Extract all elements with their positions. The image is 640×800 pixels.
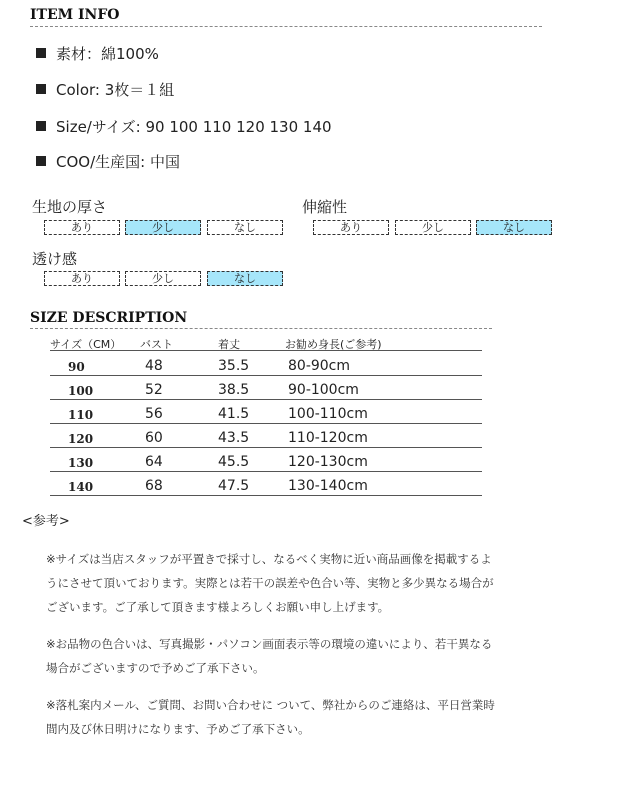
row-divider bbox=[50, 495, 482, 496]
length-cell: 47.5 bbox=[218, 478, 250, 494]
length-cell: 41.5 bbox=[218, 406, 250, 422]
table-row bbox=[50, 400, 482, 424]
size-cell: 90 bbox=[68, 360, 85, 374]
table-row bbox=[50, 352, 482, 376]
thickness-option-sukoshi: 少し bbox=[125, 220, 201, 235]
stretch-option-nashi: なし bbox=[476, 220, 552, 235]
square-bullet-icon bbox=[36, 84, 46, 94]
bust-cell: 52 bbox=[145, 382, 163, 398]
note-color: ※お品物の色合いは、写真撮影・パソコン画面表示等の環境の違いにより、若干異なる 場合がございますので予めご了承下さい。 bbox=[46, 637, 493, 675]
table-row bbox=[50, 424, 482, 448]
note-contact: ※落札案内メール、ご質問、お問い合わせに ついて、弊社からのご連絡は、平日営業時 間内及び休日明けになります、予めご了承下さい。 bbox=[46, 698, 495, 736]
height-cell: 100-110cm bbox=[288, 406, 368, 422]
reference-label: <参考> bbox=[22, 514, 70, 529]
bust-cell: 68 bbox=[145, 478, 163, 494]
bullet-coo: COO/生産国: 中国 bbox=[36, 151, 180, 172]
stretch-label: 伸縮性 bbox=[302, 198, 348, 216]
length-cell: 35.5 bbox=[218, 358, 250, 374]
item-info-title: ITEM INFO bbox=[30, 7, 120, 23]
length-cell: 38.5 bbox=[218, 382, 250, 398]
thickness-option-ari: あり bbox=[44, 220, 120, 235]
thickness-label: 生地の厚さ bbox=[32, 198, 108, 216]
item-info-divider bbox=[30, 26, 542, 27]
table-row bbox=[50, 472, 482, 496]
size-cell: 130 bbox=[68, 456, 94, 470]
size-cell: 140 bbox=[68, 480, 94, 494]
square-bullet-icon bbox=[36, 48, 46, 58]
bust-cell: 56 bbox=[145, 406, 163, 422]
bullet-size: Size/サイズ: 90 100 110 120 130 140 bbox=[36, 116, 332, 137]
size-header-bust: バスト bbox=[140, 338, 173, 351]
height-cell: 90-100cm bbox=[288, 382, 359, 398]
transparency-option-ari: あり bbox=[44, 271, 120, 286]
transparency-option-sukoshi: 少し bbox=[125, 271, 201, 286]
size-description-title: SIZE DESCRIPTION bbox=[30, 310, 188, 326]
bust-cell: 60 bbox=[145, 430, 163, 446]
size-header-height: お勧め身長(ご参考) bbox=[285, 338, 382, 351]
size-description-divider bbox=[30, 328, 492, 329]
bust-cell: 64 bbox=[145, 454, 163, 470]
height-cell: 120-130cm bbox=[288, 454, 368, 470]
size-header-size: サイズ（CM） bbox=[50, 338, 122, 351]
bullet-material: 素材：綿100% bbox=[36, 43, 159, 64]
size-cell: 110 bbox=[68, 408, 94, 422]
length-cell: 43.5 bbox=[218, 430, 250, 446]
height-cell: 130-140cm bbox=[288, 478, 368, 494]
bust-cell: 48 bbox=[145, 358, 163, 374]
height-cell: 80-90cm bbox=[288, 358, 351, 374]
size-cell: 120 bbox=[68, 432, 94, 446]
stretch-option-ari: あり bbox=[313, 220, 389, 235]
height-cell: 110-120cm bbox=[288, 430, 368, 446]
square-bullet-icon bbox=[36, 156, 46, 166]
length-cell: 45.5 bbox=[218, 454, 250, 470]
transparency-option-nashi: なし bbox=[207, 271, 283, 286]
stretch-option-sukoshi: 少し bbox=[395, 220, 471, 235]
table-row bbox=[50, 376, 482, 400]
size-header-divider bbox=[50, 350, 482, 351]
note-sizing: ※サイズは当店スタッフが平置きで採寸し、なるべく実物に近い商品画像を掲載するよ うにさせて頂いております。実際とは若干の誤差や色合い等、実物と多少異なる場合が ございます。ご了承して頂きます様よろしくお願い申し上げます。 bbox=[46, 552, 494, 614]
size-header-length: 着丈 bbox=[218, 338, 240, 351]
bullet-color: Color: 3枚＝１組 bbox=[36, 79, 174, 100]
thickness-option-nashi: なし bbox=[207, 220, 283, 235]
transparency-label: 透け感 bbox=[32, 250, 78, 268]
square-bullet-icon bbox=[36, 121, 46, 131]
table-row bbox=[50, 448, 482, 472]
size-cell: 100 bbox=[68, 384, 94, 398]
